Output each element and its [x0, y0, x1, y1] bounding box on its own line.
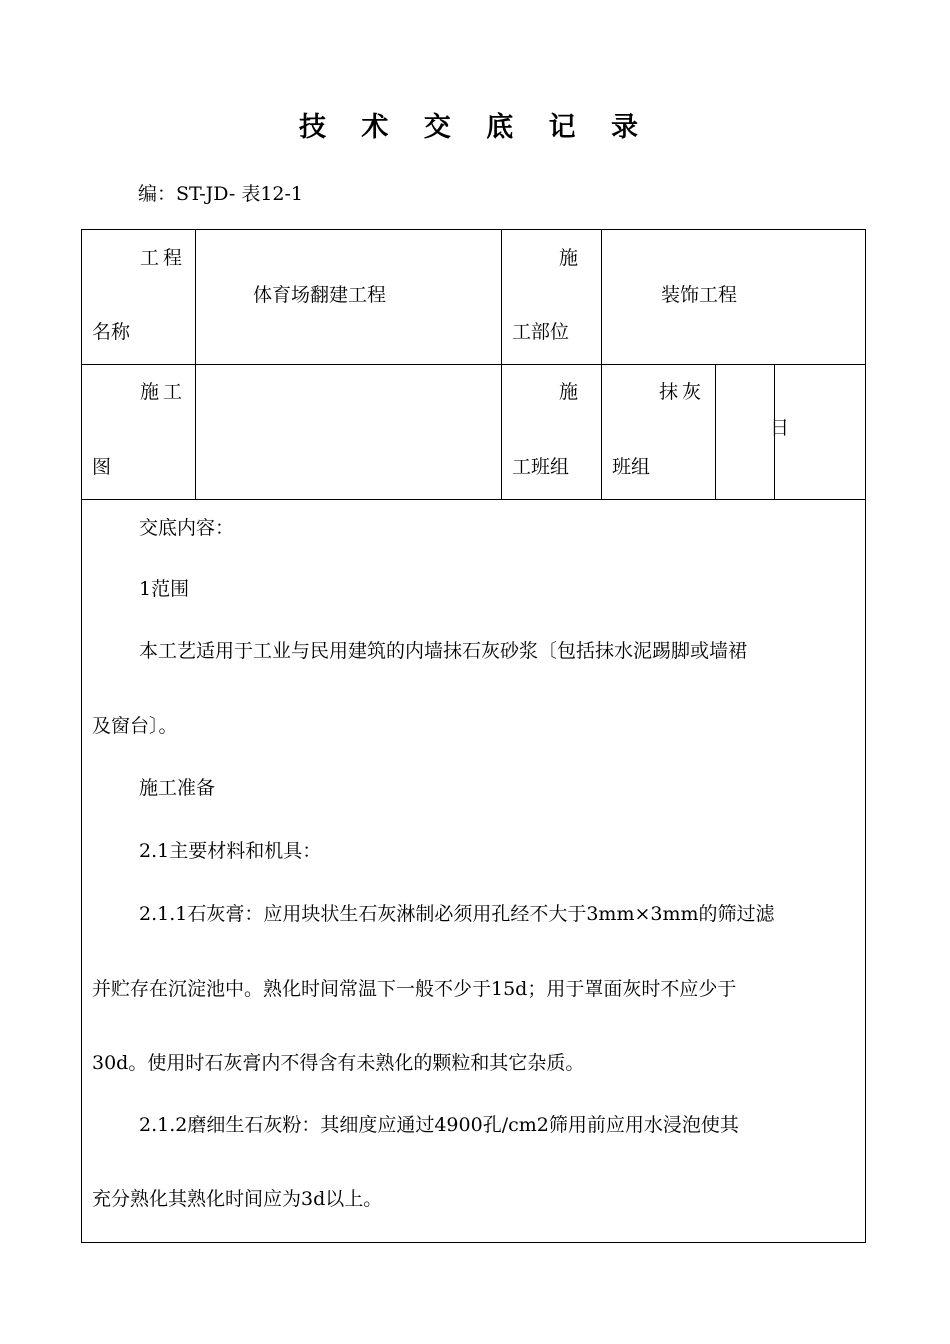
project-name-label-line2: 名称 — [92, 321, 131, 343]
content-paragraph: 1范围 — [139, 578, 190, 600]
col-divider — [501, 230, 502, 364]
form-code: 编：ST-JD- 表12-1 — [138, 183, 304, 205]
project-name-value: 体育场翻建工程 — [253, 284, 387, 306]
col-divider — [715, 365, 716, 499]
content-paragraph: 2.1.2磨细生石灰粉：其细度应通过4900孔/cm2筛用前应用水浸泡使其 — [139, 1114, 739, 1136]
content-heading: 交底内容： — [139, 517, 235, 539]
drawing-label-line2: 图 — [92, 456, 112, 478]
content-paragraph: 并贮存在沉淀池中。熟化时间常温下一般不少于15d；用于罩面灰时不应少于 — [92, 978, 737, 1000]
date-label: 日 — [770, 417, 790, 439]
content-paragraph: 30d。使用时石灰膏内不得含有未熟化的颗粒和其它杂质。 — [92, 1052, 585, 1074]
content-paragraph: 2.1.1石灰膏：应用块状生石灰淋制必须用孔经不大于3mm×3mm的筛过滤 — [139, 903, 775, 925]
drawing-label-line1: 施工 — [140, 381, 187, 403]
row-divider — [82, 364, 865, 365]
content-paragraph: 及窗台〕。 — [92, 715, 178, 737]
col-divider — [601, 230, 602, 364]
content-paragraph: 施工准备 — [139, 777, 216, 799]
col-divider — [195, 365, 196, 499]
document-title: 技 术 交 底 记 录 — [299, 112, 651, 143]
location-label-line2: 工部位 — [512, 321, 570, 343]
team-value-line2: 班组 — [612, 456, 651, 478]
content-paragraph: 2.1主要材料和机具： — [139, 840, 322, 862]
col-divider — [501, 365, 502, 499]
location-value: 装饰工程 — [661, 284, 738, 306]
col-divider — [601, 365, 602, 499]
record-table — [81, 229, 866, 1243]
team-label-line2: 工班组 — [512, 456, 570, 478]
project-name-label-line1: 工程 — [140, 247, 187, 269]
content-paragraph: 充分熟化其熟化时间应为3d以上。 — [92, 1188, 383, 1210]
content-paragraph: 本工艺适用于工业与民用建筑的内墙抹石灰砂浆〔包括抹水泥踢脚或墙裙 — [139, 640, 748, 662]
team-label-line1: 施 — [559, 381, 579, 403]
col-divider — [195, 230, 196, 364]
location-label-line1: 施 — [559, 247, 579, 269]
row-divider — [82, 499, 865, 500]
team-value-line1: 抹灰 — [659, 381, 706, 403]
